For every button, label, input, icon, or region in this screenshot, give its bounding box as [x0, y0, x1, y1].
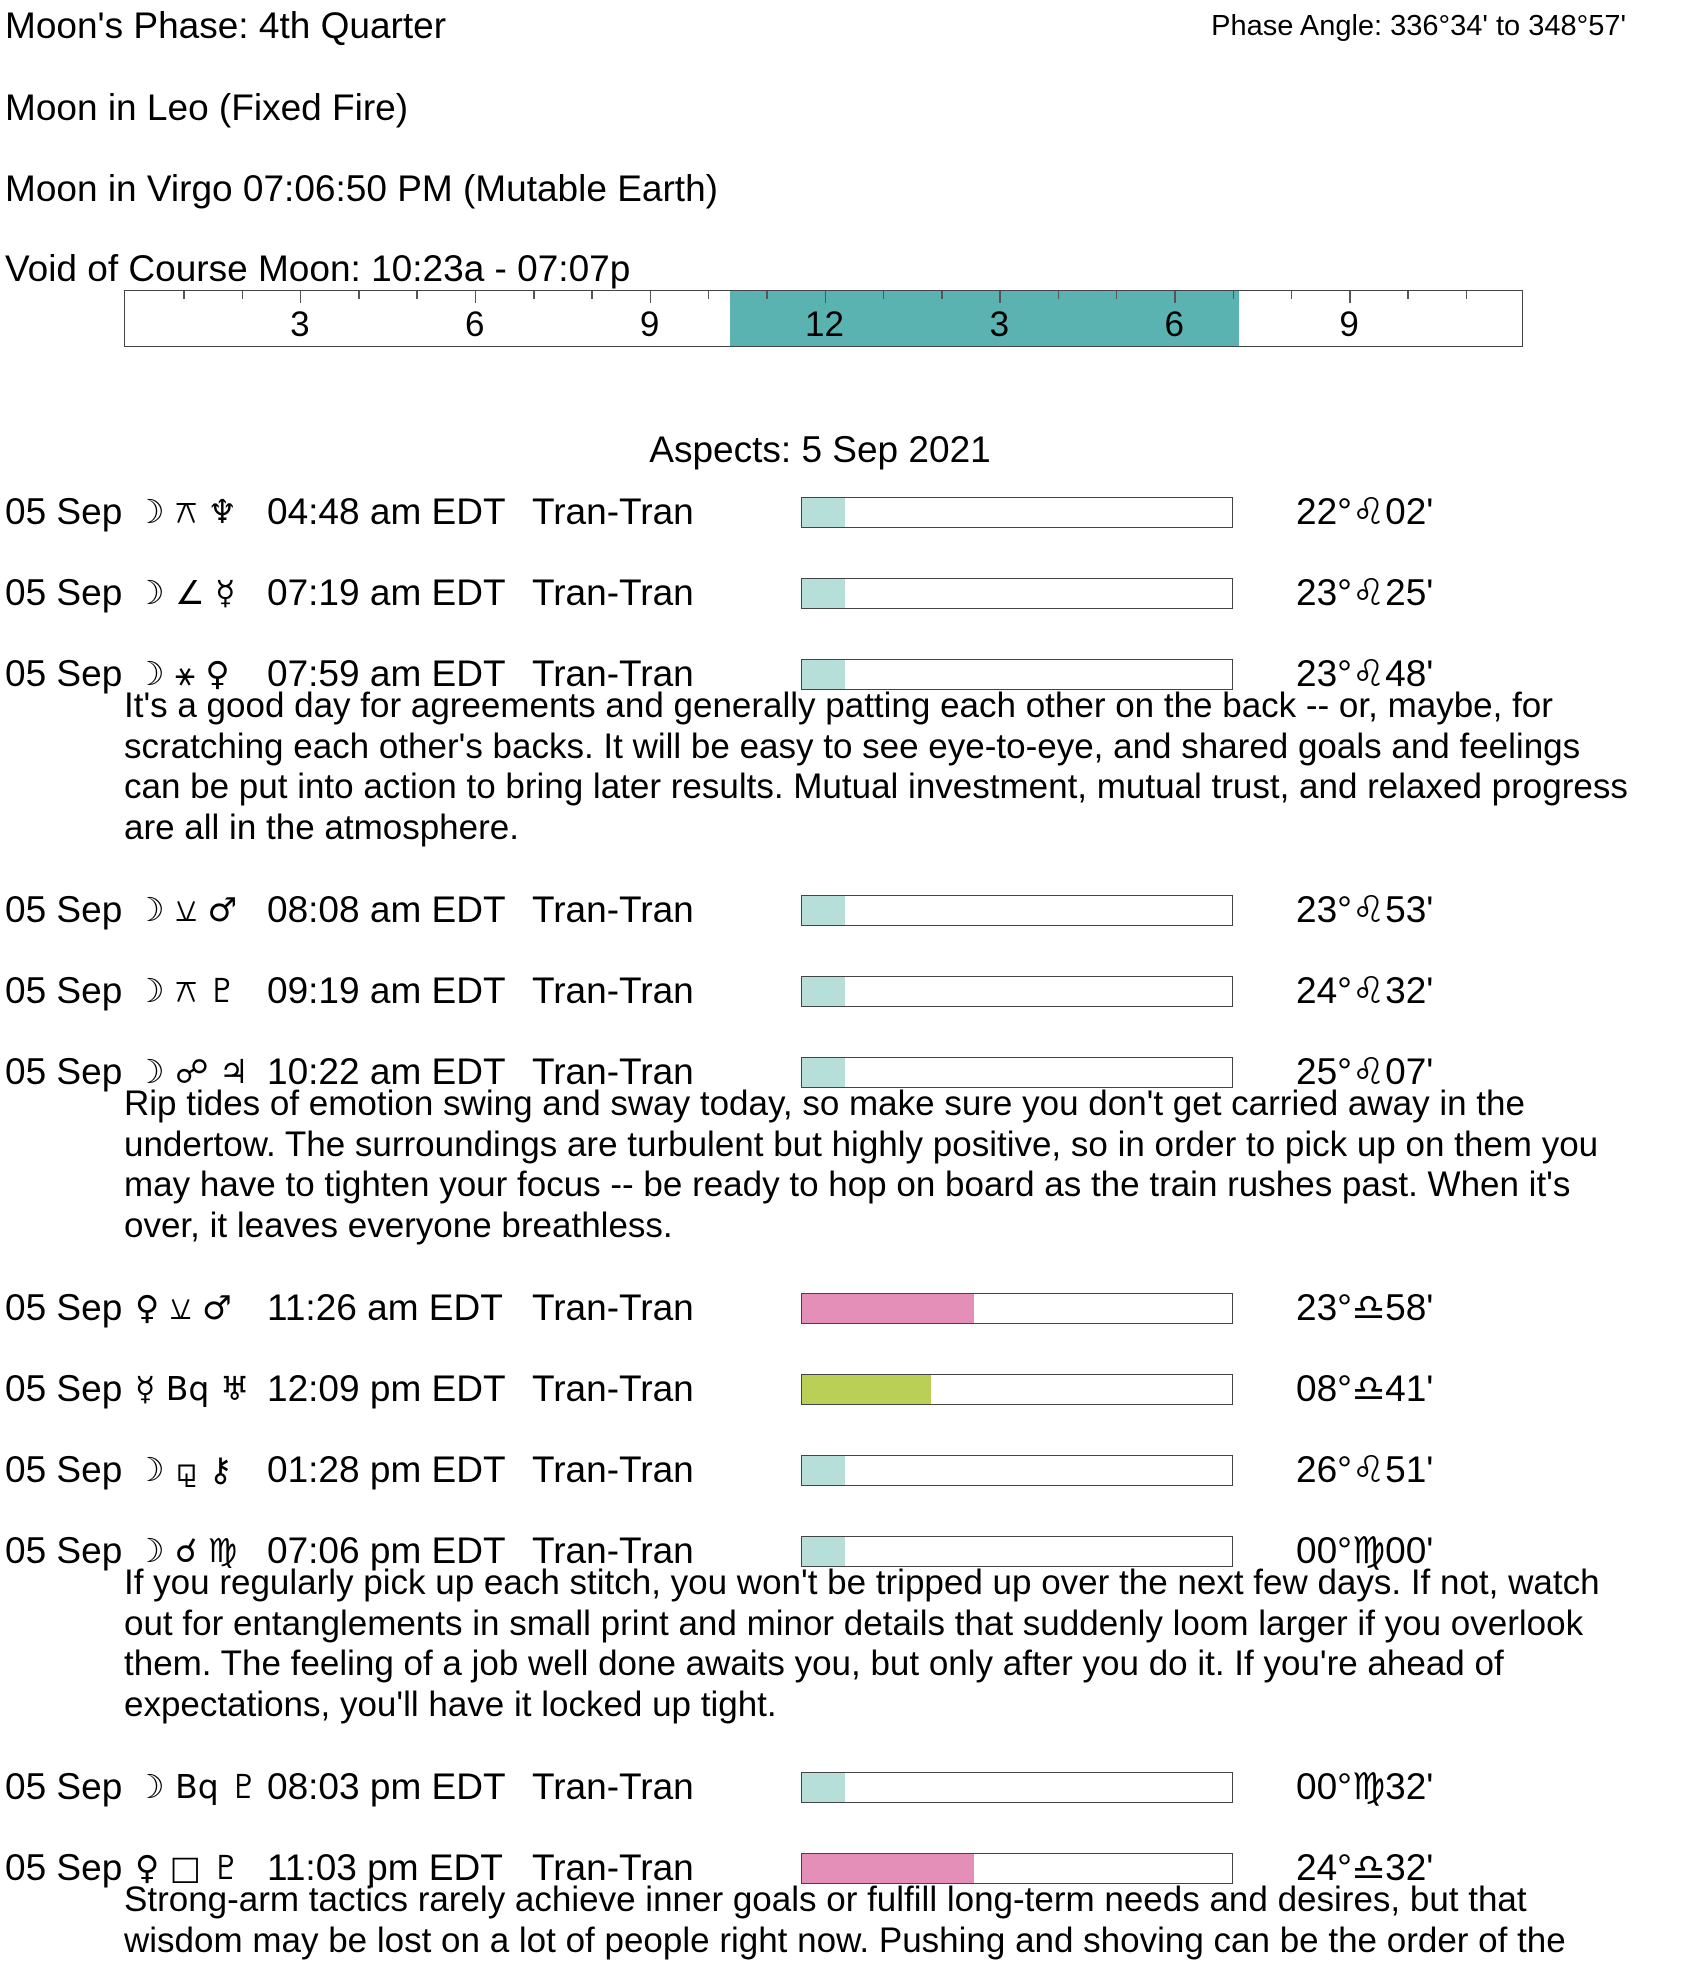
timeline-tick [708, 291, 710, 299]
timeline-hour-label: 12 [805, 305, 844, 344]
aspect-date: 05 Sep [5, 1530, 123, 1571]
aspect-type: Tran-Tran [532, 1766, 694, 1807]
timeline-tick [1349, 291, 1351, 303]
aspect-row [0, 571, 1686, 615]
aspect-date: 05 Sep [5, 1449, 123, 1490]
aspect-position: 24°♎32' [1296, 1847, 1434, 1888]
aspect-position: 26°♌51' [1296, 1449, 1434, 1490]
timeline-hour-label: 3 [290, 305, 310, 344]
timeline-tick [475, 291, 477, 303]
strength-bar-fill [802, 1375, 931, 1404]
aspect-glyphs: ☽ ☌ ♍ [135, 1531, 238, 1570]
aspect-row [0, 1367, 1686, 1411]
aspect-description: If you regularly pick up each stitch, you won't be tripped up over the next few days. If not, watch out for entanglements in small print and minor details that suddenly loom larger if you overlook them. The feeling of a job well done awaits you, but only after you do it. If you're ahead of expectations, you'll have it locked up tight. [124, 1563, 1600, 1724]
void-timeline [124, 290, 1523, 347]
aspect-date: 05 Sep [5, 1766, 123, 1807]
strength-bar [801, 1374, 1233, 1405]
aspect-description: Strong-arm tactics rarely achieve inner goals or fulfill long-term needs and desires, but that wisdom may be lost on a lot of people right now. Pushing and shoving can be the order of the [124, 1880, 1566, 1960]
aspect-time: 07:19 am EDT [267, 572, 506, 613]
void-of-course: Void of Course Moon: 10:23a - 07:07p [5, 248, 631, 289]
aspect-type: Tran-Tran [532, 1051, 694, 1092]
aspect-time: 04:48 am EDT [267, 491, 506, 532]
strength-bar [801, 1293, 1233, 1324]
aspect-time: 09:19 am EDT [267, 970, 506, 1011]
timeline-tick [1407, 291, 1409, 299]
aspect-time: 11:26 am EDT [267, 1287, 503, 1328]
aspect-glyphs: ♀ □ ♇ [135, 1848, 241, 1887]
aspect-row [0, 969, 1686, 1013]
aspect-type: Tran-Tran [532, 572, 694, 613]
aspect-type: Tran-Tran [532, 491, 694, 532]
aspect-type: Tran-Tran [532, 970, 694, 1011]
timeline-hour-label: 6 [1164, 305, 1184, 344]
timeline-tick [825, 291, 827, 303]
aspect-time: 08:08 am EDT [267, 889, 506, 930]
strength-bar-fill [802, 1854, 974, 1883]
aspect-date: 05 Sep [5, 491, 123, 532]
aspect-description: Rip tides of emotion swing and sway today, so make sure you don't get carried away in the undertow. The surroundings are turbulent but highly positive, so in order to pick up on them you may have to tighten your focus -- be ready to hop on board as the train rushes past. When it's over, it leaves everyone breathless. [124, 1084, 1599, 1245]
strength-bar-fill [802, 1058, 845, 1087]
timeline-tick [591, 291, 593, 299]
aspect-position: 23°♌53' [1296, 889, 1434, 930]
strength-bar-fill [802, 660, 845, 689]
aspect-position: 23°♌48' [1296, 653, 1434, 694]
aspect-date: 05 Sep [5, 970, 123, 1011]
timeline-tick [1174, 291, 1176, 303]
strength-bar [801, 1772, 1233, 1803]
strength-bar [801, 578, 1233, 609]
aspect-type: Tran-Tran [532, 653, 694, 694]
timeline-tick [766, 291, 768, 299]
aspect-date: 05 Sep [5, 1368, 123, 1409]
aspect-date: 05 Sep [5, 653, 123, 694]
moon-phase: Moon's Phase: 4th Quarter [5, 5, 447, 46]
timeline-hour-label: 9 [1339, 305, 1359, 344]
timeline-tick [941, 291, 943, 299]
aspect-row [0, 1286, 1686, 1330]
moon-ingress: Moon in Virgo 07:06:50 PM (Mutable Earth) [5, 168, 718, 209]
aspect-position: 00°♍32' [1296, 1766, 1434, 1807]
aspect-glyphs: ☽ ⚼ ⚷ [135, 1450, 233, 1489]
strength-bar-fill [802, 1456, 845, 1485]
timeline-tick [1233, 291, 1235, 299]
timeline-tick [416, 291, 418, 299]
strength-bar [801, 976, 1233, 1007]
timeline-tick [300, 291, 302, 303]
aspect-glyphs: ☽ ⚹ ♀ [135, 654, 230, 693]
timeline-hour-label: 9 [639, 305, 660, 344]
timeline-tick [650, 291, 652, 303]
aspect-date: 05 Sep [5, 572, 123, 613]
strength-bar-fill [802, 1294, 974, 1323]
aspect-position: 25°♌07' [1296, 1051, 1434, 1092]
timeline-tick [999, 291, 1001, 303]
aspect-row [0, 888, 1686, 932]
aspect-glyphs: ☽ ☍ ♃ [135, 1052, 249, 1091]
aspect-position: 08°♎41' [1296, 1368, 1434, 1409]
timeline-tick [1291, 291, 1293, 299]
aspect-time: 07:59 am EDT [267, 653, 506, 694]
strength-bar-fill [802, 498, 845, 527]
aspect-time: 01:28 pm EDT [267, 1449, 506, 1490]
aspect-glyphs: ☽ Bq ♇ [135, 1767, 259, 1806]
aspect-date: 05 Sep [5, 1051, 123, 1092]
aspect-date: 05 Sep [5, 1287, 123, 1328]
timeline-tick [883, 291, 885, 299]
timeline-hour-label: 3 [989, 305, 1010, 344]
aspect-time: 07:06 pm EDT [267, 1530, 506, 1571]
timeline-tick [1466, 291, 1468, 299]
timeline-tick [183, 291, 185, 299]
aspect-glyphs: ♀ ⚺ ♂ [135, 1288, 232, 1327]
timeline-tick [242, 291, 244, 299]
aspect-glyphs: ☿ Bq ♅ [135, 1369, 250, 1408]
moon-sign: Moon in Leo (Fixed Fire) [5, 87, 409, 128]
aspect-position: 22°♌02' [1296, 491, 1434, 532]
aspect-glyphs: ☽ ⚺ ♂ [135, 890, 238, 929]
aspect-position: 23°♎58' [1296, 1287, 1434, 1328]
aspect-time: 11:03 pm EDT [267, 1847, 503, 1888]
aspect-position: 24°♌32' [1296, 970, 1434, 1011]
strength-bar-fill [802, 1773, 845, 1802]
aspect-type: Tran-Tran [532, 889, 694, 930]
aspect-description: It's a good day for agreements and generally patting each other on the back -- or, maybe, for scratching each other's backs. It will be easy to see eye-to-eye, and shared goals and feelings can be put into action to bring later results. Mutual investment, mutual trust, and relaxed progress are all in the atmosphere. [124, 686, 1628, 847]
phase-angle: Phase Angle: 336°34' to 348°57' [1211, 10, 1626, 42]
strength-bar-fill [802, 579, 845, 608]
aspect-glyphs: ☽ ∠ ☿ [135, 573, 236, 612]
aspect-row [0, 490, 1686, 534]
strength-bar-fill [802, 977, 845, 1006]
strength-bar [801, 895, 1233, 926]
aspect-time: 08:03 pm EDT [267, 1766, 506, 1807]
aspect-type: Tran-Tran [532, 1847, 694, 1888]
aspect-date: 05 Sep [5, 1847, 123, 1888]
timeline-tick [533, 291, 535, 299]
strength-bar [801, 1455, 1233, 1486]
timeline-hour-label: 6 [465, 305, 485, 344]
strength-bar-fill [802, 1537, 845, 1566]
aspect-type: Tran-Tran [532, 1368, 694, 1409]
aspect-glyphs: ☽ ⚻ ♆ [135, 492, 238, 531]
strength-bar [801, 497, 1233, 528]
strength-bar-fill [802, 896, 845, 925]
timeline-tick [1058, 291, 1060, 299]
aspect-glyphs: ☽ ⚻ ♇ [135, 971, 238, 1010]
aspect-type: Tran-Tran [532, 1287, 694, 1328]
aspect-position: 00°♍00' [1296, 1530, 1434, 1571]
aspect-date: 05 Sep [5, 889, 123, 930]
aspect-type: Tran-Tran [532, 1530, 694, 1571]
aspect-position: 23°♌25' [1296, 572, 1434, 613]
timeline-tick [358, 291, 360, 299]
aspect-time: 10:22 am EDT [267, 1051, 506, 1092]
aspect-time: 12:09 pm EDT [267, 1368, 506, 1409]
aspect-row [0, 1448, 1686, 1492]
aspects-title: Aspects: 5 Sep 2021 [649, 429, 991, 470]
timeline-tick [1116, 291, 1118, 299]
aspect-type: Tran-Tran [532, 1449, 694, 1490]
aspect-row [0, 1765, 1686, 1809]
